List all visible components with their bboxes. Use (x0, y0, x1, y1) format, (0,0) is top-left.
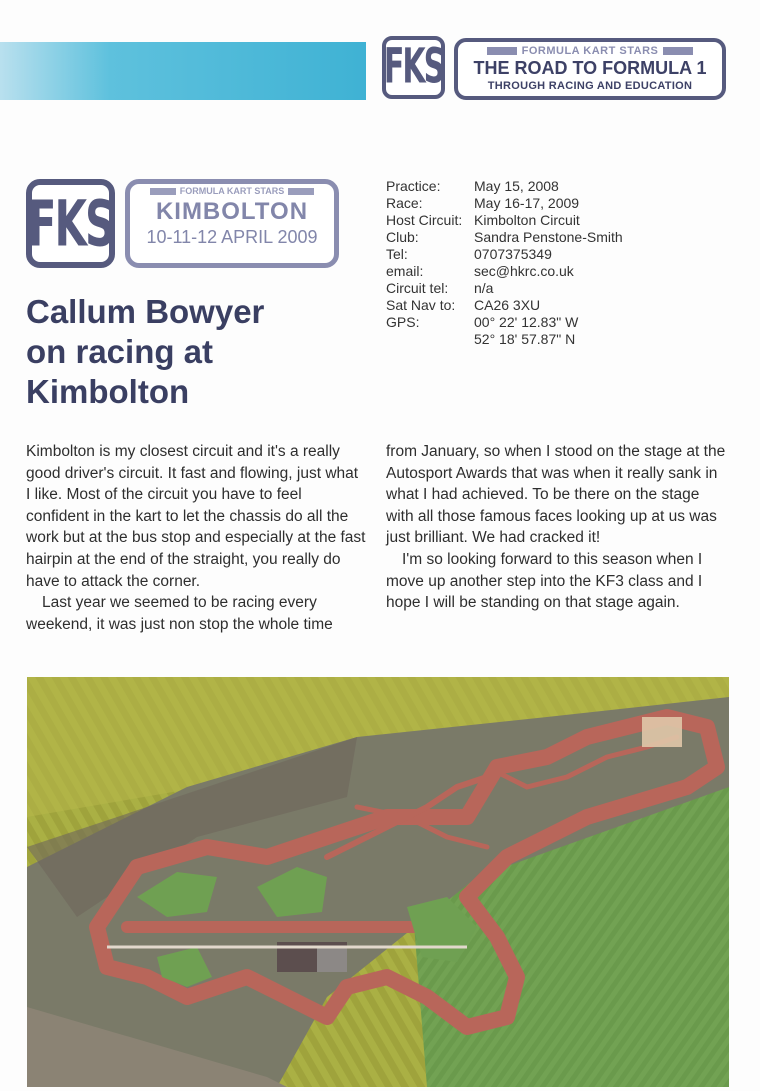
detail-value: May 15, 2008 (474, 178, 559, 194)
decor-bar-icon (288, 188, 314, 195)
detail-value: 52° 18' 57.87" N (474, 331, 576, 347)
detail-label: email: (386, 263, 424, 279)
detail-row (386, 331, 623, 348)
article-title (26, 292, 366, 412)
title-line: Kimbolton (26, 373, 190, 410)
detail-row (386, 297, 623, 314)
decor-bar-icon (150, 188, 176, 195)
event-brand-label: FORMULA KART STARS (179, 186, 285, 196)
article-paragraph: from January, so when I stood on the stage at the Autosport Awards that was when it really sank in what I had achieved. To be there on the stage with all those famous faces looking up at us was just brilliant. We had cracked it! (386, 443, 726, 547)
detail-value: n/a (474, 280, 494, 296)
detail-row (386, 178, 623, 195)
title-line: on racing at (26, 333, 214, 370)
detail-value: 00° 22' 12.83" W (474, 314, 579, 330)
decor-bar-icon (663, 47, 693, 55)
detail-value: CA26 3XU (474, 297, 541, 313)
event-venue: KIMBOLTON (155, 198, 309, 225)
detail-value: 0707375349 (474, 246, 552, 262)
detail-label (386, 331, 474, 348)
article-paragraph: Kimbolton is my closest circuit and it's a really good driver's circuit. It fast and flowing, just what I like. Most of the circuit you have to feel confident in the kart to let the chassis do all the work but at the bus stop and especially at the fast hairpin at the end of the straight, you really do have to attack the corner. (26, 443, 366, 590)
decor-bar-icon (487, 47, 517, 55)
detail-label: Practice: (386, 178, 441, 194)
detail-label: Sat Nav to: (386, 297, 456, 313)
detail-label: Circuit tel: (386, 280, 449, 296)
fks-logo-text: FKS (27, 186, 114, 261)
header-brand-label: FORMULA KART STARS (521, 45, 659, 57)
fks-logo-header (382, 36, 445, 99)
article-paragraph: Last year we seemed to be racing every weekend, it was just non stop the whole time (26, 594, 333, 633)
detail-row (386, 314, 623, 331)
fks-logo-event (26, 179, 115, 268)
title-line: Callum Bowyer (26, 293, 265, 330)
detail-row (386, 229, 623, 246)
event-badge (125, 179, 339, 268)
detail-label: GPS: (386, 314, 420, 330)
detail-value: sec@hkrc.co.uk (474, 263, 574, 279)
article-paragraph: I'm so looking forward to this season when I move up another step into the KF3 class and I hope I will be standing on that stage again. (386, 550, 703, 612)
detail-label: Tel: (386, 246, 408, 262)
detail-row (386, 263, 623, 280)
header-cyan-bar (0, 42, 366, 100)
header-subtagline: THROUGH RACING AND EDUCATION (487, 80, 693, 92)
fks-logo-text: FKS (383, 39, 444, 96)
article-column-right (386, 441, 726, 614)
detail-row (386, 246, 623, 263)
circuit-aerial-photo (27, 677, 729, 1087)
event-dates: 10-11-12 APRIL 2009 (146, 227, 318, 247)
detail-label: Club: (386, 229, 419, 245)
detail-row (386, 195, 623, 212)
detail-row (386, 212, 623, 229)
article-column-left (26, 441, 366, 635)
detail-label: Host Circuit: (386, 212, 463, 228)
header-tagline: THE ROAD TO FORMULA 1 (473, 58, 707, 78)
detail-value: Kimbolton Circuit (474, 212, 580, 228)
event-details-list (386, 178, 623, 348)
circuit-map-illustration (27, 677, 729, 1087)
detail-value: Sandra Penstone-Smith (474, 229, 623, 245)
detail-row (386, 280, 623, 297)
detail-value: May 16-17, 2009 (474, 195, 580, 211)
header-tagline-box (454, 38, 726, 100)
detail-label: Race: (386, 195, 423, 211)
